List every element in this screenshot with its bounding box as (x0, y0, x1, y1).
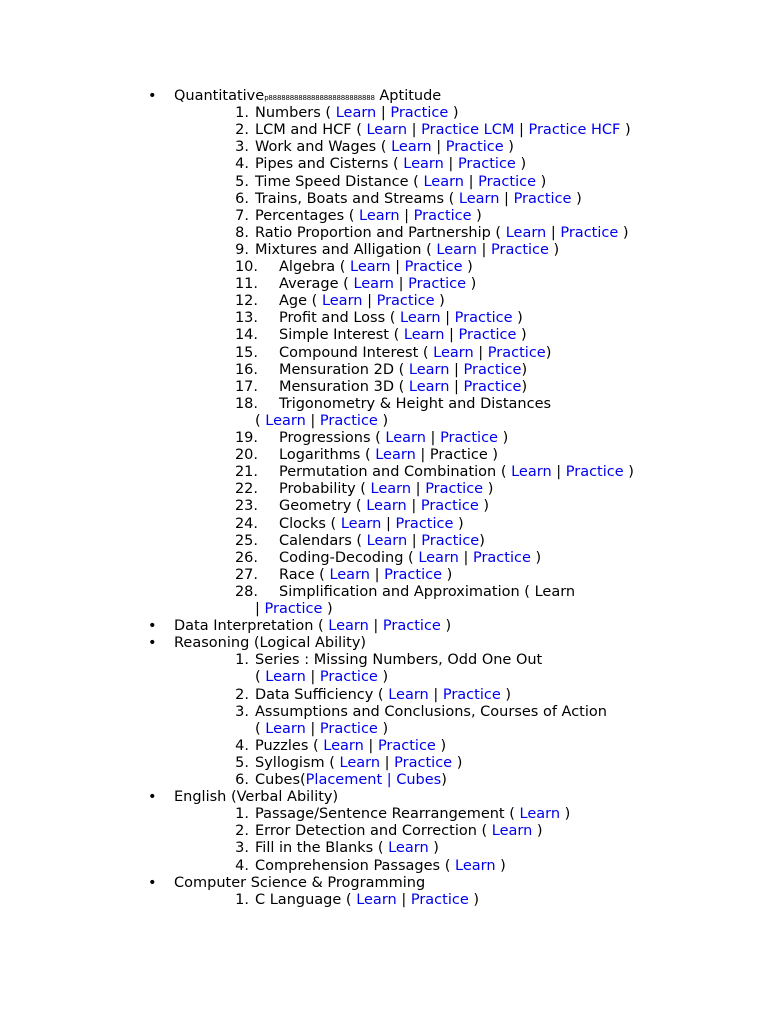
item-label: Logarithms (279, 447, 361, 464)
item-number: 9. (235, 241, 249, 258)
learn-link[interactable]: Learn (328, 618, 369, 635)
item-number: 16. (234, 361, 258, 378)
practice-link[interactable]: Practice (425, 481, 484, 498)
item-label: Mensuration 3D (279, 378, 394, 395)
item-label: Percentages (255, 207, 345, 224)
item-label: Simplification and Approximation (279, 583, 520, 600)
item-label: Assumptions and Conclusions, Courses of Action (255, 703, 607, 720)
item-number: 3. (235, 703, 249, 720)
learn-link[interactable]: Learn (323, 737, 364, 754)
list-item: Profit and Loss ( Learn | Practice ) (279, 310, 523, 327)
practice-link[interactable]: Practice (413, 207, 472, 224)
practice-link[interactable]: Practice (457, 156, 516, 173)
practice-link[interactable]: Practice (491, 241, 549, 258)
item-label: Trains, Boats and Streams (255, 190, 445, 207)
practice-link[interactable]: Practice (382, 618, 441, 635)
list-item: Error Detection and Correction ( Learn ) (255, 823, 543, 840)
list-item: Permutation and Combination ( Learn | Practice ) (279, 464, 634, 481)
item-label: Time Speed Distance (255, 173, 409, 190)
bullet-icon: • (148, 874, 157, 891)
list-item-continuation: ( Learn | Practice ) (255, 720, 389, 737)
practice-link[interactable]: Practice (472, 549, 531, 566)
title-subscript: p8888888888888888888888888 (264, 94, 375, 102)
item-number: 11. (234, 276, 258, 293)
practice-link[interactable]: Practice (454, 310, 513, 327)
section-title: Quantitative (174, 88, 265, 104)
item-label: Trigonometry & Height and Distances (279, 395, 552, 412)
list-item (255, 704, 607, 721)
section-title: Computer Science & Programming (174, 874, 426, 891)
item-number: 19. (234, 430, 258, 446)
section-title: Reasoning (Logical Ability) (174, 635, 367, 652)
list-item: Algebra ( Learn | Practice ) (279, 259, 473, 275)
list-item: Cubes(Placement | Cubes) (255, 772, 447, 788)
learn-link[interactable]: Learn (339, 754, 381, 771)
item-number: 24. (234, 515, 258, 532)
item-number: 2. (235, 823, 249, 840)
learn-link[interactable]: Learn (388, 840, 429, 857)
item-number: 14. (234, 327, 258, 344)
section-computer-science-programming (174, 875, 425, 892)
list-item: Calendars ( Learn | Practice) (279, 532, 485, 549)
bullet-icon: • (148, 635, 157, 652)
item-label: Algebra (279, 259, 336, 275)
item-number: 4. (235, 857, 249, 874)
practice-link[interactable]: Practice (487, 344, 546, 361)
learn-link[interactable]: Learn (366, 122, 408, 139)
item-label: Clocks (279, 515, 326, 532)
section-title: Data Interpretation (174, 618, 314, 635)
item-number: 21. (234, 464, 258, 481)
item-label: Ratio Proportion and Partnership (255, 224, 491, 241)
list-item (279, 396, 551, 413)
bullet-icon: • (148, 789, 157, 806)
item-label: Mensuration 2D (279, 361, 394, 378)
learn-link[interactable]: Learn (519, 806, 561, 823)
item-label: Fill in the Blanks (255, 840, 374, 857)
list-item: Comprehension Passages ( Learn ) (255, 857, 506, 874)
item-label: Progressions (279, 430, 371, 446)
learn-link[interactable]: Learn (391, 139, 432, 156)
learn-link[interactable]: Learn (408, 378, 450, 395)
list-item: Mixtures and Alligation ( Learn | Practice ) (255, 241, 560, 258)
item-label: Permutation and Combination (279, 464, 497, 481)
learn-link[interactable]: Learn (350, 259, 391, 275)
bullet-icon: • (148, 618, 157, 635)
item-label: Passage/Sentence Rearrangement (255, 806, 505, 823)
item-number: 2. (235, 686, 249, 703)
list-item: Numbers ( Learn | Practice ) (255, 105, 459, 122)
learn-link[interactable]: Learn (366, 532, 408, 549)
list-item: Passage/Sentence Rearrangement ( Learn ) (255, 806, 571, 823)
practice-link[interactable]: Practice (319, 669, 378, 686)
list-item: Simple Interest ( Learn | Practice ) (279, 327, 527, 344)
learn-link[interactable]: Learn (423, 173, 464, 190)
item-label: Pipes and Cisterns (255, 156, 389, 173)
practice-link[interactable]: Practice (395, 515, 454, 532)
practice-link[interactable]: Practice (319, 720, 378, 737)
item-number: 6. (235, 190, 249, 207)
learn-link[interactable]: Learn (400, 310, 441, 327)
list-item (255, 652, 542, 669)
item-number: 17. (234, 378, 258, 395)
section-title: English (Verbal Ability) (174, 789, 339, 806)
learn-link[interactable]: Learn (436, 241, 477, 258)
practice-link[interactable]: Practice (458, 327, 517, 344)
learn-link[interactable]: Learn (335, 105, 377, 122)
item-label: Mixtures and Alligation (255, 241, 422, 258)
list-item-continuation: ( Learn | Practice ) (255, 669, 389, 686)
item-label: Average (279, 276, 339, 293)
item-label: Probability (279, 481, 356, 498)
list-item: Mensuration 3D ( Learn | Practice) (279, 378, 528, 395)
practice-hcf-link[interactable]: Practice HCF (528, 122, 621, 139)
learn-link[interactable]: Learn (340, 515, 382, 532)
list-item: Puzzles ( Learn | Practice ) (255, 737, 447, 754)
section-data-interpretation: Data Interpretation ( Learn | Practice ) (174, 618, 452, 635)
item-number: 26. (234, 549, 258, 566)
list-item-continuation: ( Learn | Practice ) (255, 412, 389, 429)
section-english-verbal-ability (174, 789, 338, 806)
list-item: Coding-Decoding ( Learn | Practice ) (279, 549, 542, 566)
item-number: 4. (235, 737, 249, 754)
bullet-icon: • (148, 88, 157, 104)
learn-link[interactable]: Learn (375, 447, 416, 464)
learn-link[interactable]: Learn (505, 224, 547, 241)
item-number: 10. (234, 259, 258, 275)
item-number: 8. (235, 224, 249, 241)
learn-link[interactable]: Learn (433, 344, 474, 361)
learn-link[interactable]: Learn (329, 566, 370, 583)
learn-link[interactable]: Learn (385, 430, 426, 446)
list-item: Ratio Proportion and Partnership ( Learn | Practice ) (255, 224, 629, 241)
item-label: Data Sufficiency (255, 686, 374, 703)
list-item: Geometry ( Learn | Practice ) (279, 498, 490, 515)
item-number: 2. (235, 122, 249, 139)
learn-link[interactable]: Learn (366, 498, 407, 515)
item-label: Comprehension Passages (255, 857, 441, 874)
practice-link[interactable]: Practice (442, 686, 501, 703)
item-label: Puzzles (255, 737, 309, 754)
item-number: 4. (235, 156, 249, 173)
title-suffix: Aptitude (374, 88, 442, 104)
item-number: 20. (234, 447, 258, 464)
item-number: 23. (234, 498, 258, 515)
list-item-continuation: | Practice ) (255, 601, 333, 617)
learn-link[interactable]: Learn (321, 293, 363, 310)
list-item: C Language ( Learn | Practice ) (255, 891, 480, 908)
item-number: 27. (234, 566, 258, 583)
item-number: 15. (234, 344, 258, 361)
item-number: 1. (235, 652, 249, 669)
practice-link[interactable]: Practice (560, 224, 619, 241)
item-number: 6. (235, 772, 249, 788)
item-label: LCM and HCF (255, 122, 352, 139)
learn-link[interactable]: Learn (265, 720, 306, 737)
item-number: 7. (235, 207, 249, 224)
item-number: 12. (234, 293, 258, 310)
list-item: Trains, Boats and Streams ( Learn | Practice ) (255, 190, 582, 207)
item-label: Numbers (255, 105, 321, 122)
item-number: 1. (235, 105, 249, 122)
placement-cubes-link[interactable]: Placement | Cubes (305, 772, 442, 788)
learn-link[interactable]: Learn (370, 481, 412, 498)
item-number: 5. (235, 173, 249, 190)
list-item: Race ( Learn | Practice ) (279, 566, 453, 583)
list-item: Progressions ( Learn | Practice ) (279, 430, 509, 446)
learn-link[interactable]: Learn (511, 464, 552, 481)
practice-link[interactable]: Practice (377, 737, 436, 754)
learn-link[interactable]: Learn (359, 207, 400, 224)
learn-link[interactable]: Learn (356, 891, 397, 908)
practice-link[interactable]: Practice (384, 566, 442, 583)
learn-text: Learn (534, 583, 576, 600)
section-reasoning-logical-ability (174, 635, 366, 652)
list-item: LCM and HCF ( Learn | Practice LCM | Practice HCF ) (255, 122, 631, 139)
item-label: Series : Missing Numbers, Odd One Out (255, 652, 543, 669)
learn-link[interactable]: Learn (408, 361, 450, 378)
section-quantitative (174, 88, 441, 105)
practice-link[interactable]: Practice (404, 259, 463, 275)
practice-link[interactable]: Practice (410, 891, 469, 908)
practice-text: Practice (429, 447, 488, 464)
learn-link[interactable]: Learn (265, 412, 306, 429)
item-number: 3. (235, 840, 249, 857)
list-item: Work and Wages ( Learn | Practice ) (255, 139, 514, 156)
list-item: Data Sufficiency ( Learn | Practice ) (255, 686, 512, 703)
practice-lcm-link[interactable]: Practice LCM (421, 122, 515, 139)
list-item: Probability ( Learn | Practice ) (279, 481, 494, 498)
list-item: Compound Interest ( Learn | Practice) (279, 344, 552, 361)
learn-link[interactable]: Learn (418, 549, 459, 566)
item-number: 1. (235, 806, 249, 823)
item-label: Cubes (255, 772, 300, 788)
list-item: Clocks ( Learn | Practice ) (279, 515, 464, 532)
practice-link[interactable]: Practice (390, 105, 449, 122)
practice-link[interactable]: Practice (394, 754, 453, 771)
practice-link[interactable]: Practice (478, 173, 537, 190)
practice-link[interactable]: Practice (319, 412, 378, 429)
learn-link[interactable]: Learn (458, 190, 500, 207)
item-label: Profit and Loss (279, 310, 386, 327)
item-number: 3. (235, 139, 249, 156)
item-label: Age (279, 293, 308, 310)
item-label: Calendars (279, 532, 352, 549)
practice-link[interactable]: Practice (376, 293, 435, 310)
item-number: 28. (234, 583, 258, 600)
item-label: Syllogism (255, 754, 325, 771)
item-label: Error Detection and Correction (255, 823, 477, 840)
list-item: Pipes and Cisterns ( Learn | Practice ) (255, 156, 527, 173)
practice-link[interactable]: Practice (565, 464, 624, 481)
practice-link[interactable]: Practice (440, 430, 498, 446)
list-item: Average ( Learn | Practice ) (279, 276, 477, 293)
learn-link[interactable]: Learn (403, 327, 445, 344)
learn-link[interactable]: Learn (403, 156, 444, 173)
item-number: 1. (235, 891, 249, 908)
item-label: Coding-Decoding (279, 549, 404, 566)
item-label: Simple Interest (279, 327, 389, 344)
item-label: C Language (255, 891, 342, 908)
learn-link[interactable]: Learn (353, 276, 394, 293)
list-item: Age ( Learn | Practice ) (279, 293, 445, 310)
practice-link[interactable]: Practice (463, 378, 522, 395)
practice-link[interactable]: Practice (445, 139, 504, 156)
learn-link[interactable]: Learn (455, 857, 496, 874)
item-number: 5. (235, 754, 249, 771)
practice-link[interactable]: Practice (408, 276, 466, 293)
item-number: 25. (234, 532, 258, 549)
item-number: 18. (234, 395, 258, 412)
practice-link[interactable]: Practice (420, 498, 479, 515)
practice-link[interactable]: Practice (421, 532, 480, 549)
list-item: Mensuration 2D ( Learn | Practice) (279, 361, 528, 378)
list-item: Percentages ( Learn | Practice ) (255, 207, 482, 224)
item-label: Work and Wages (255, 139, 377, 156)
practice-link[interactable]: Practice (513, 190, 572, 207)
practice-link[interactable]: Practice (264, 601, 323, 617)
practice-link[interactable]: Practice (463, 361, 522, 378)
item-label: Race (279, 566, 315, 583)
item-label: Compound Interest (279, 344, 419, 361)
list-item: Simplification and Approximation ( Learn (279, 583, 576, 600)
item-label: Geometry (279, 498, 352, 515)
list-item: Logarithms ( Learn | Practice ) (279, 447, 499, 464)
list-item: Time Speed Distance ( Learn | Practice ) (255, 173, 547, 190)
learn-link[interactable]: Learn (265, 669, 306, 686)
learn-link[interactable]: Learn (491, 823, 533, 840)
list-item: Syllogism ( Learn | Practice ) (255, 754, 463, 771)
learn-link[interactable]: Learn (388, 686, 429, 703)
item-number: 22. (234, 481, 258, 498)
list-item: Fill in the Blanks ( Learn ) (255, 840, 439, 857)
item-number: 13. (234, 310, 258, 327)
